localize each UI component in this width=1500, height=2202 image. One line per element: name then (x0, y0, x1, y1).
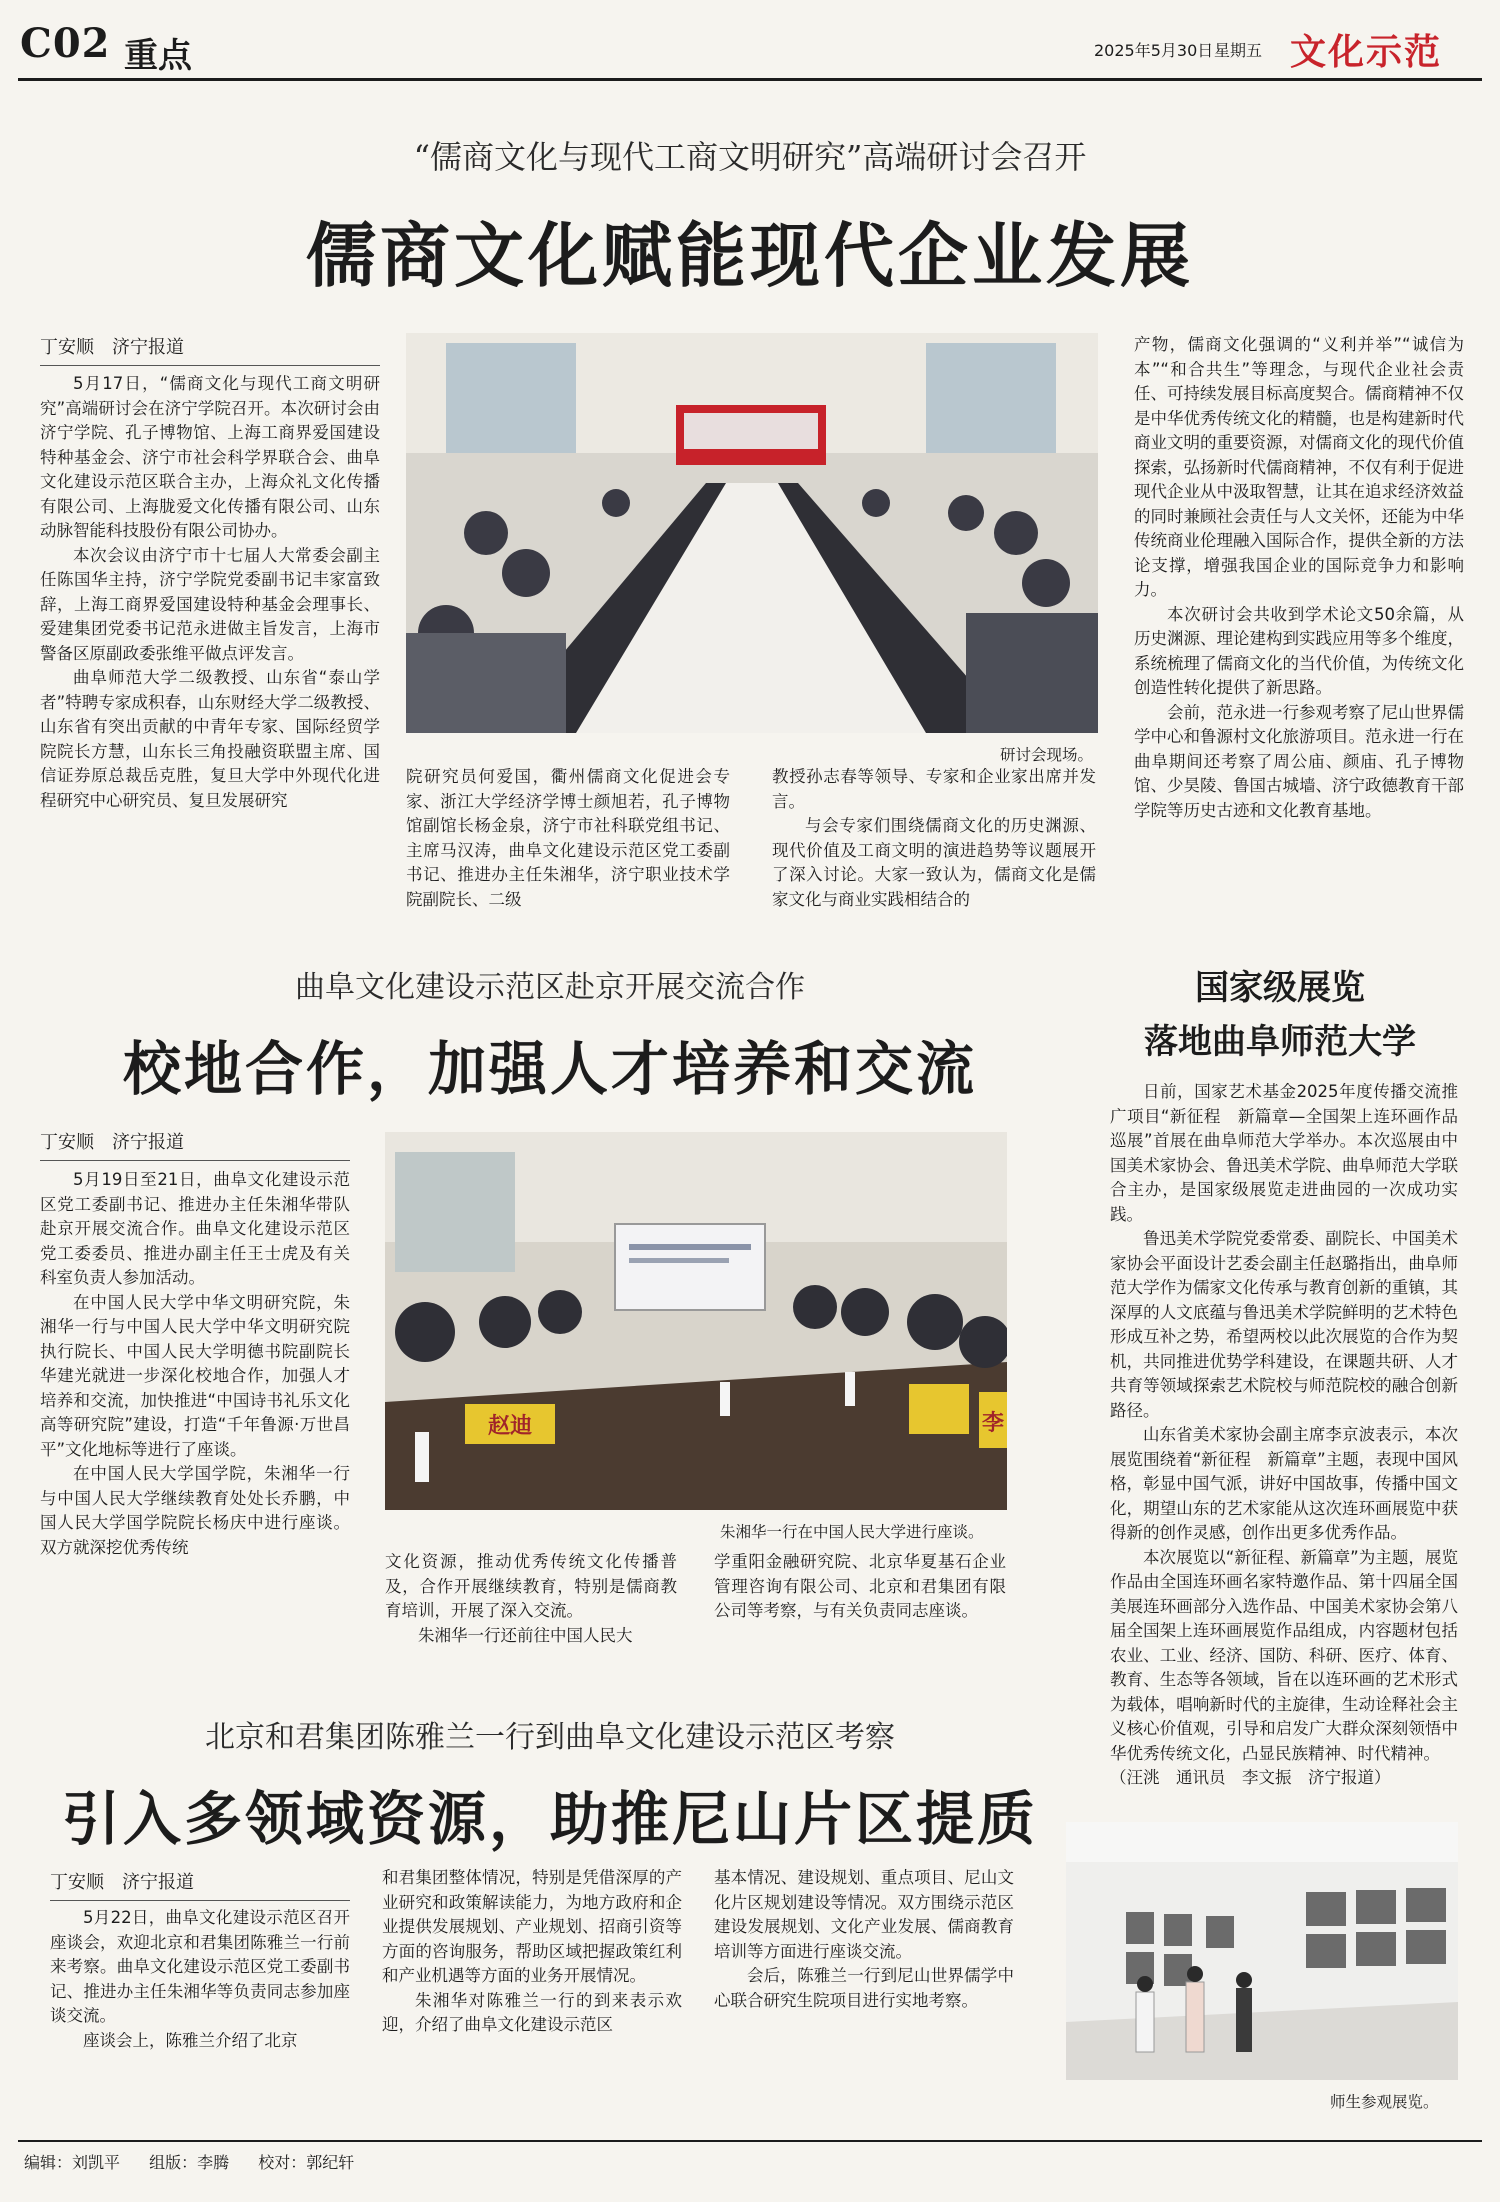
article1-col1-para: 本次会议由济宁市十七届人大常委会副主任陈国华主持，济宁学院党委副书记丰家富致辞，上海工商界爱国建设特种基金会理事长、爱建集团党委书记范永进做主旨发言，上海市警备区原副政委张维平做点评发言。 (40, 545, 380, 663)
article3-col3-para: 基本情况、建设规划、重点项目、尼山文化片区规划建设等情况。双方围绕示范区建设发展规划、文化产业发展、儒商教育培训等方面进行座谈交流。 (714, 1868, 1014, 1961)
article3-col3 (714, 1866, 1014, 2013)
article1-col1 (40, 372, 380, 813)
article1-col3-para: 教授孙志春等领导、专家和企业家出席并发言。 (772, 767, 1096, 811)
article1-col2 (406, 765, 730, 912)
seminar-photo-caption: 研讨会现场。 (1000, 746, 1094, 764)
article3-kicker: 北京和君集团陈雅兰一行到曲阜文化建设示范区考察 (205, 1720, 895, 1755)
article3-col1-para: 座谈会上，陈雅兰介绍了北京 (83, 2030, 298, 2050)
article2-col2-para: 朱湘华一行还前往中国人民大 (418, 1625, 633, 1645)
article3-col2-para: 朱湘华对陈雅兰一行的到来表示欢迎，介绍了曲阜文化建设示范区 (382, 1990, 682, 2034)
exhibition-photo (1066, 1822, 1458, 2080)
article4-headline-line2: 落地曲阜师范大学 (1144, 1022, 1416, 1062)
article1-col4-para: 产物，儒商文化强调的“义利并举”“诚信为本”“和合共生”等理念，与现代企业社会责任、可持续发展目标高度契合。儒商精神不仅是中华优秀传统文化的精髓，也是构建新时代商业文明的重要资源，对儒商文化的现代价值探索，弘扬新时代儒商精神，不仅有利于促进现代企业从中汲取智慧，让其在追求经济效益的同时兼顾社会责任与人文关怀，还能为中华传统商业伦理融入国际合作，提供全新的方法论支撑，增强我国企业的国际竞争力和影响力。 (1134, 335, 1464, 599)
article4-headline-line1: 国家级展览 (1195, 968, 1365, 1008)
article4-para: 本次展览以“新征程、新篇章”为主题，展览作品由全国连环画名家特邀作品、第十四届全国美展连环画部分入选作品、中国美术家协会第八届全国架上连环画展览作品组成，内容题材包括农业、工业、经济、国防、科研、医疗、体育、教育、生态等各领域，旨在以连环画的艺术形式为载体，唱响新时代的主旋律，生动诠释社会主义核心价值观，引导和启发广大群众深刻领悟中华优秀传统文化，凸显民族精神、时代精神。 (1110, 1547, 1458, 1763)
footer-editor: 编辑：刘凯平 (24, 2153, 121, 2172)
section-name: 重点 (124, 36, 192, 76)
article1-col3 (772, 765, 1096, 912)
article3-col2 (382, 1866, 682, 2038)
article1-col1-para: 5月17日，“儒商文化与现代工商文明研究”高端研讨会在济宁学院召开。本次研讨会由济宁学院、孔子博物馆、上海工商界爱国建设特种基金会、济宁市社会科学界联合会、曲阜文化建设示范区联合主办，上海众礼文化传播有限公司、上海胧爱文化传播有限公司、山东动脉智能科技股份有限公司协办。 (40, 374, 380, 540)
article3-headline: 引入多领域资源，助推尼山片区提质 (61, 1785, 1038, 1853)
article4-para: 山东省美术家协会副主席李京波表示，本次展览围绕着“新征程 新篇章”主题，表现中国风格，彰显中国气派，讲好中国故事，传播中国文化，期望山东的艺术家能从这次连环画展览中获得新的创作灵感，创作出更多优秀作品。 (1110, 1425, 1458, 1542)
footer-layout: 组版：李腾 (149, 2153, 230, 2172)
article1-col3-para: 与会专家们围绕儒商文化的历史渊源、现代价值及工商文明的演进趋势等议题展开了深入讨论。大家一致认为，儒商文化是儒家文化与商业实践相结合的 (772, 816, 1096, 909)
masthead-rule (18, 78, 1482, 81)
paper-logo: 文化示范 (1290, 31, 1443, 73)
nameplate-li: 李 (981, 1410, 1004, 1436)
article3-col1-para: 5月22日，曲阜文化建设示范区召开座谈会，欢迎北京和君集团陈雅兰一行前来考察。曲阜文化建设示范区党工委副书记、推进办主任朱湘华等负责同志参加座谈交流。 (50, 1908, 350, 2025)
article4-para: 日前，国家艺术基金2025年度传播交流推广项目“新征程 新篇章—全国架上连环画作品巡展”首展在曲阜师范大学举办。本次巡展由中国美术家协会、鲁迅美术学院、曲阜师范大学联合主办，是国家级展览走进曲园的一次成功实践。 (1110, 1082, 1458, 1224)
exhibition-photo-caption: 师生参观展览。 (1330, 2093, 1439, 2111)
article3-col2-para: 和君集团整体情况，特别是凭借深厚的产业研究和政策解读能力，为地方政府和企业提供发展规划、产业规划、招商引资等方面的咨询服务，帮助区域把握政策红利和产业机遇等方面的业务开展情况。 (382, 1868, 682, 1985)
article2-kicker: 曲阜文化建设示范区赴京开展交流合作 (295, 970, 805, 1005)
article2-byline: 丁安顺 济宁报道 (40, 1128, 350, 1161)
article2-col1 (40, 1168, 350, 1560)
article1-headline: 儒商文化赋能现代企业发展 (306, 214, 1194, 297)
article2-col1-para: 在中国人民大学国学院，朱湘华一行与中国人民大学继续教育处处长乔鹏，中国人民大学国学院院长杨庆中进行座谈。双方就深挖优秀传统 (40, 1464, 350, 1557)
issue-weekday: 星期五 (1214, 41, 1263, 60)
article2-headline: 校地合作，加强人才培养和交流 (122, 1035, 977, 1103)
article1-col1-para: 曲阜师范大学二级教授、山东省“泰山学者”特聘专家成积春，山东财经大学二级教授、山东省有突出贡献的中青年专家、国际经贸学院院长方慧，山东长三角投融资联盟主席、国信证券原总裁岳克胜，复旦大学中外现代化进程研究中心研究员、复旦发展研究 (40, 668, 380, 810)
article1-col4-para: 本次研讨会共收到学术论文50余篇，从历史渊源、理论建构到实践应用等多个维度，系统梳理了儒商文化的当代价值，为传统文化创造性转化提供了新思路。 (1134, 604, 1464, 697)
article3-col3-para: 会后，陈雅兰一行到尼山世界儒学中心联合研究生院项目进行实地考察。 (714, 1966, 1014, 2010)
footer-proofreader: 校对：郭纪轩 (258, 2153, 355, 2172)
article2-col1-para: 在中国人民大学中华文明研究院，朱湘华一行与中国人民大学中华文明研究院执行院长、中国人民大学明德书院副院长华建光就进一步深化校地合作，加强人才培养和交流，加快推进“中国诗书礼乐文化高等研究院”建设，打造“千年鲁源·万世昌平”文化地标等进行了座谈。 (40, 1292, 350, 1459)
article1-col4-para: 会前，范永进一行参观考察了尼山世界儒学中心和鲁源村文化旅游项目。范永进一行在曲阜期间还考察了周公庙、颜庙、孔子博物馆、少昊陵、鲁国古城墙、济宁政德教育干部学院等历史古迹和文化教育基地。 (1134, 702, 1464, 820)
article2-col3-para: 学重阳金融研究院、北京华夏基石企业管理咨询有限公司、北京和君集团有限公司等考察，与有关负责同志座谈。 (714, 1552, 1006, 1620)
article2-col1-para: 5月19日至21日，曲阜文化建设示范区党工委副书记、推进办主任朱湘华带队赴京开展交流合作。曲阜文化建设示范区党工委委员、推进办副主任王士虎及有关科室负责人参加活动。 (40, 1170, 350, 1287)
article3-byline: 丁安顺 济宁报道 (50, 1868, 350, 1901)
article4-credit: （汪洮 通讯员 李文振 济宁报道） (1110, 1768, 1391, 1787)
article1-col4 (1134, 333, 1464, 823)
issue-date: 2025年5月30日 (1094, 41, 1214, 60)
article2-col2-para: 文化资源，推动优秀传统文化传播普及，合作开展继续教育，特别是儒商教育培训，开展了深入交流。 (385, 1552, 677, 1620)
article2-col2 (385, 1550, 677, 1648)
article3-col1 (50, 1906, 350, 2053)
footer-credits (24, 2150, 378, 2173)
article4-body (1110, 1080, 1458, 1791)
meeting-photo (385, 1132, 1007, 1510)
article1-kicker: “儒商文化与现代工商文明研究”高端研讨会召开 (413, 138, 1087, 176)
article2-col3 (714, 1550, 1006, 1624)
article4-para: 鲁迅美术学院党委常委、副院长、中国美术家协会平面设计艺委会副主任赵璐指出，曲阜师范大学作为儒家文化传承与教育创新的重镇，其深厚的人文底蕴与鲁迅美术学院鲜明的艺术特色形成互补之势，希望两校以此次展览的合作为契机，共同推进优势学科建设，在课题共研、人才共育等领域探索艺术院校与师范院校的融合创新路径。 (1110, 1229, 1458, 1420)
seminar-photo (406, 333, 1098, 733)
meeting-photo-caption: 朱湘华一行在中国人民大学进行座谈。 (720, 1523, 984, 1541)
article1-col2-para: 院研究员何爱国，衢州儒商文化促进会专家、浙江大学经济学博士颜旭若，孔子博物馆副馆长杨金泉，济宁市社科联党组书记、主席马汉涛，曲阜文化建设示范区党工委副书记、推进办主任朱湘华，济宁职业技术学院副院长、二级 (406, 767, 730, 909)
article1-byline: 丁安顺 济宁报道 (40, 333, 380, 366)
footer-rule (18, 2140, 1482, 2142)
page-number: C02 (20, 20, 111, 67)
nameplate-zhao: 赵迪 (487, 1413, 532, 1439)
